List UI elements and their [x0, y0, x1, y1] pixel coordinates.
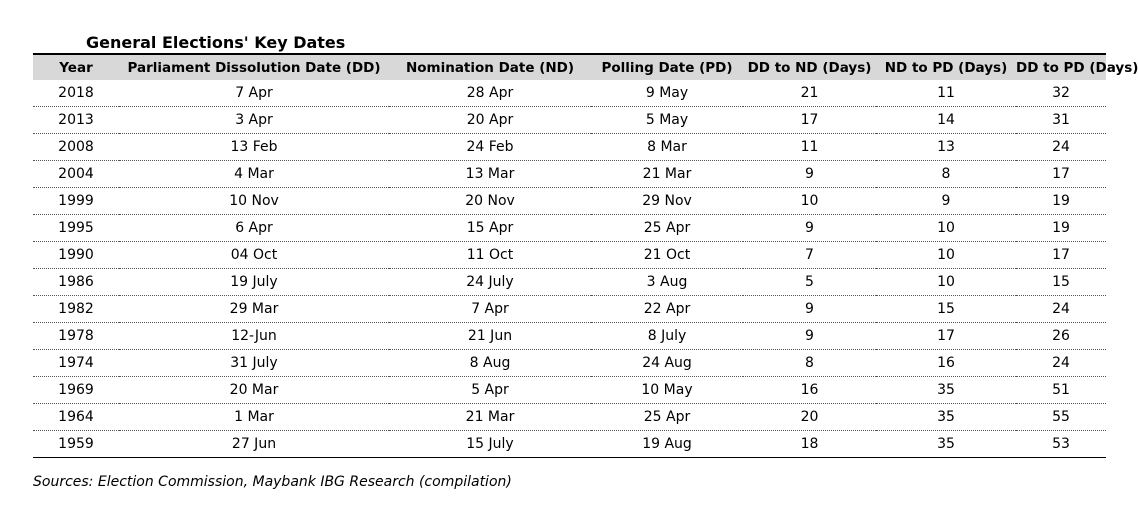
- dd-to-nd-cell: 21: [743, 80, 876, 107]
- polling-date-cell: 25 Apr: [591, 215, 743, 242]
- header-year: Year: [33, 55, 119, 80]
- dd-to-pd-cell: 19: [1016, 188, 1106, 215]
- dd-to-nd-cell: 20: [743, 404, 876, 431]
- polling-date-cell: 8 July: [591, 323, 743, 350]
- dissolution-date-cell: 29 Mar: [119, 296, 389, 323]
- dd-to-nd-cell: 18: [743, 431, 876, 458]
- dissolution-date-cell: 10 Nov: [119, 188, 389, 215]
- dd-to-pd-cell: 24: [1016, 296, 1106, 323]
- key-dates-table: [33, 55, 1138, 458]
- header-dd-to-pd: DD to PD (Days): [1016, 55, 1106, 80]
- nomination-date-cell: 11 Oct: [389, 242, 591, 269]
- dissolution-date-cell: 13 Feb: [119, 134, 389, 161]
- year-cell: 1969: [33, 377, 119, 404]
- table-row: [33, 161, 1106, 188]
- polling-date-cell: 9 May: [591, 80, 743, 107]
- header-nomination-date: Nomination Date (ND): [389, 55, 591, 80]
- year-cell: 1978: [33, 323, 119, 350]
- year-cell: 1990: [33, 242, 119, 269]
- dissolution-date-cell: 04 Oct: [119, 242, 389, 269]
- nd-to-pd-cell: 14: [876, 107, 1016, 134]
- nd-to-pd-cell: 10: [876, 215, 1016, 242]
- dd-to-pd-cell: 19: [1016, 215, 1106, 242]
- nd-to-pd-cell: 15: [876, 296, 1016, 323]
- dd-to-nd-cell: 9: [743, 296, 876, 323]
- polling-date-cell: 5 May: [591, 107, 743, 134]
- table-row: [33, 215, 1106, 242]
- polling-date-cell: 19 Aug: [591, 431, 743, 458]
- nomination-date-cell: 28 Apr: [389, 80, 591, 107]
- year-cell: 1999: [33, 188, 119, 215]
- year-cell: 1995: [33, 215, 119, 242]
- polling-date-cell: 8 Mar: [591, 134, 743, 161]
- source-note: Sources: Election Commission, Maybank IBG Research (compilation): [33, 474, 512, 490]
- table-row: [33, 107, 1106, 134]
- year-cell: 2018: [33, 80, 119, 107]
- nd-to-pd-cell: 35: [876, 377, 1016, 404]
- nomination-date-cell: 13 Mar: [389, 161, 591, 188]
- dd-to-pd-cell: 55: [1016, 404, 1106, 431]
- year-cell: 1959: [33, 431, 119, 458]
- header-nd-to-pd: ND to PD (Days): [876, 55, 1016, 80]
- table-row: [33, 188, 1106, 215]
- dd-to-nd-cell: 11: [743, 134, 876, 161]
- dissolution-date-cell: 7 Apr: [119, 80, 389, 107]
- nd-to-pd-cell: 17: [876, 323, 1016, 350]
- table-row: [33, 134, 1106, 161]
- table-row: [33, 80, 1106, 107]
- year-cell: 2013: [33, 107, 119, 134]
- nomination-date-cell: 21 Jun: [389, 323, 591, 350]
- nomination-date-cell: 21 Mar: [389, 404, 591, 431]
- nd-to-pd-cell: 11: [876, 80, 1016, 107]
- dd-to-nd-cell: 17: [743, 107, 876, 134]
- year-cell: 1986: [33, 269, 119, 296]
- dd-to-nd-cell: 7: [743, 242, 876, 269]
- table-row: [33, 323, 1106, 350]
- dissolution-date-cell: 31 July: [119, 350, 389, 377]
- nomination-date-cell: 20 Nov: [389, 188, 591, 215]
- table-title: General Elections' Key Dates: [86, 33, 346, 52]
- table-row: [33, 350, 1106, 377]
- polling-date-cell: 25 Apr: [591, 404, 743, 431]
- nd-to-pd-cell: 13: [876, 134, 1016, 161]
- year-cell: 2008: [33, 134, 119, 161]
- table-row: [33, 404, 1106, 431]
- header-polling-date: Polling Date (PD): [591, 55, 743, 80]
- nomination-date-cell: 15 July: [389, 431, 591, 458]
- polling-date-cell: 22 Apr: [591, 296, 743, 323]
- nd-to-pd-cell: 8: [876, 161, 1016, 188]
- dd-to-pd-cell: 15: [1016, 269, 1106, 296]
- header-row: [33, 55, 1106, 80]
- nd-to-pd-cell: 35: [876, 431, 1016, 458]
- dd-to-pd-cell: 51: [1016, 377, 1106, 404]
- nomination-date-cell: 24 July: [389, 269, 591, 296]
- nd-to-pd-cell: 9: [876, 188, 1016, 215]
- dd-to-pd-cell: 24: [1016, 134, 1106, 161]
- dd-to-nd-cell: 8: [743, 350, 876, 377]
- dd-to-nd-cell: 5: [743, 269, 876, 296]
- header-dissolution-date: Parliament Dissolution Date (DD): [119, 55, 389, 80]
- dissolution-date-cell: 27 Jun: [119, 431, 389, 458]
- year-cell: 1974: [33, 350, 119, 377]
- nomination-date-cell: 20 Apr: [389, 107, 591, 134]
- dd-to-pd-cell: 26: [1016, 323, 1106, 350]
- dd-to-nd-cell: 9: [743, 323, 876, 350]
- polling-date-cell: 24 Aug: [591, 350, 743, 377]
- table-body: [33, 80, 1106, 458]
- year-cell: 2004: [33, 161, 119, 188]
- nomination-date-cell: 15 Apr: [389, 215, 591, 242]
- nd-to-pd-cell: 10: [876, 242, 1016, 269]
- polling-date-cell: 10 May: [591, 377, 743, 404]
- dd-to-pd-cell: 17: [1016, 242, 1106, 269]
- nd-to-pd-cell: 16: [876, 350, 1016, 377]
- dd-to-nd-cell: 10: [743, 188, 876, 215]
- dd-to-pd-cell: 32: [1016, 80, 1106, 107]
- dissolution-date-cell: 19 July: [119, 269, 389, 296]
- nomination-date-cell: 7 Apr: [389, 296, 591, 323]
- table-row: [33, 242, 1106, 269]
- dd-to-pd-cell: 17: [1016, 161, 1106, 188]
- table-row: [33, 296, 1106, 323]
- polling-date-cell: 21 Mar: [591, 161, 743, 188]
- dd-to-nd-cell: 9: [743, 215, 876, 242]
- polling-date-cell: 21 Oct: [591, 242, 743, 269]
- dd-to-pd-cell: 31: [1016, 107, 1106, 134]
- dd-to-nd-cell: 9: [743, 161, 876, 188]
- header-dd-to-nd: DD to ND (Days): [743, 55, 876, 80]
- dissolution-date-cell: 6 Apr: [119, 215, 389, 242]
- table-row: [33, 377, 1106, 404]
- nd-to-pd-cell: 10: [876, 269, 1016, 296]
- dissolution-date-cell: 3 Apr: [119, 107, 389, 134]
- nomination-date-cell: 24 Feb: [389, 134, 591, 161]
- polling-date-cell: 29 Nov: [591, 188, 743, 215]
- nomination-date-cell: 8 Aug: [389, 350, 591, 377]
- table-row: [33, 269, 1106, 296]
- year-cell: 1964: [33, 404, 119, 431]
- dd-to-pd-cell: 24: [1016, 350, 1106, 377]
- polling-date-cell: 3 Aug: [591, 269, 743, 296]
- table-row: [33, 431, 1106, 458]
- dissolution-date-cell: 20 Mar: [119, 377, 389, 404]
- dissolution-date-cell: 4 Mar: [119, 161, 389, 188]
- nd-to-pd-cell: 35: [876, 404, 1016, 431]
- dd-to-nd-cell: 16: [743, 377, 876, 404]
- dd-to-pd-cell: 53: [1016, 431, 1106, 458]
- nomination-date-cell: 5 Apr: [389, 377, 591, 404]
- dissolution-date-cell: 1 Mar: [119, 404, 389, 431]
- dissolution-date-cell: 12-Jun: [119, 323, 389, 350]
- year-cell: 1982: [33, 296, 119, 323]
